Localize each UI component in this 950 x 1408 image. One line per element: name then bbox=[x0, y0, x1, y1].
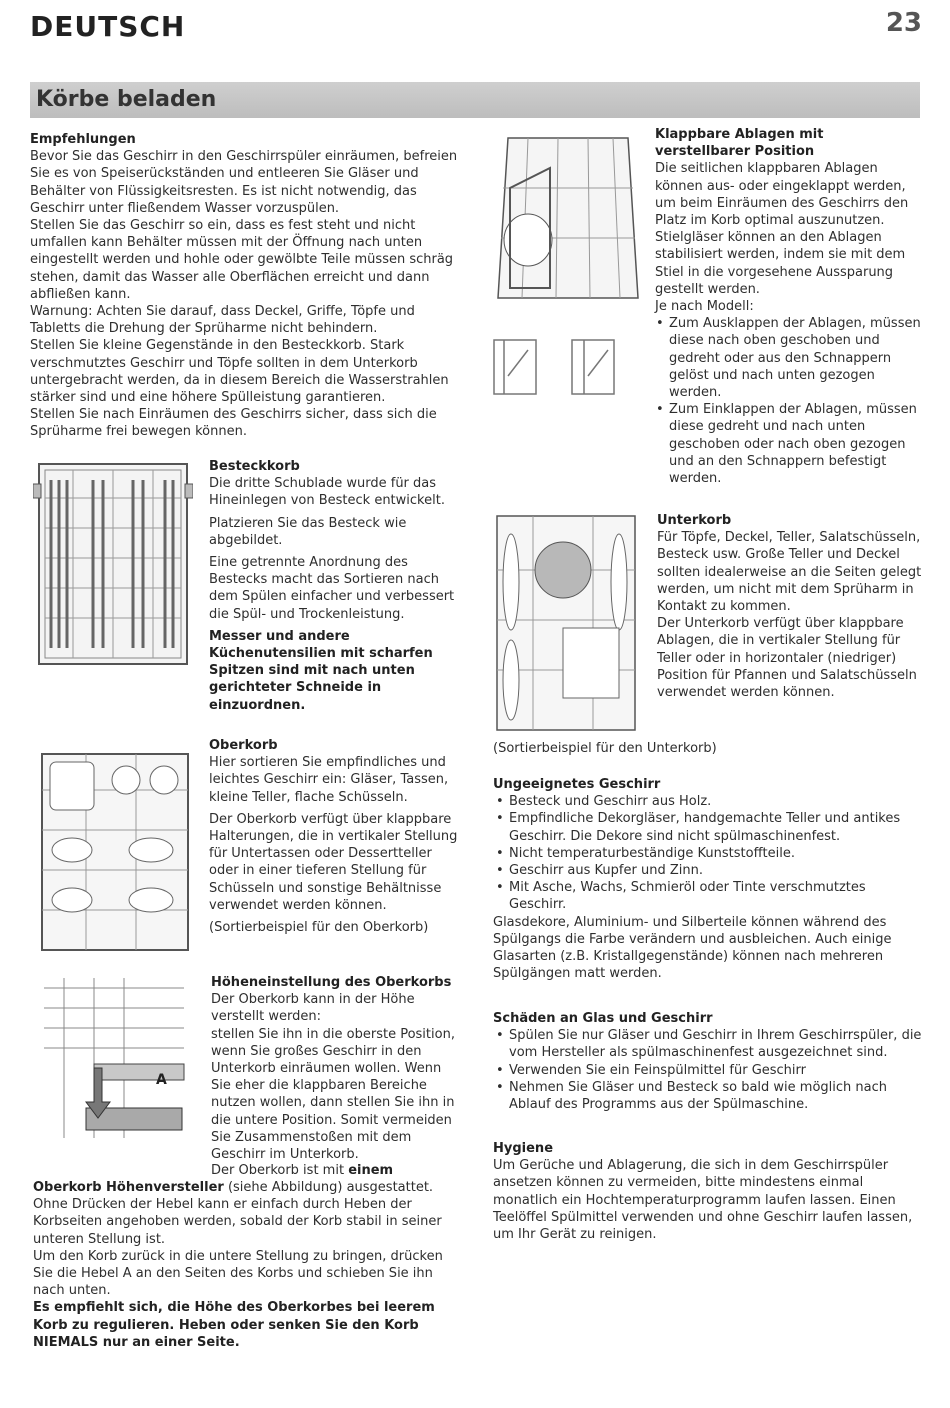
oberkorb-caption: (Sortierbeispiel für den Oberkorb) bbox=[209, 920, 429, 936]
section-title-band bbox=[30, 82, 920, 118]
ungeeignet-bullet-4: • Geschirr aus Kupfer und Zinn. bbox=[509, 862, 923, 879]
hoeheneinstellung-p1: Der Oberkorb kann in der Höhe verstellt werden: stellen Sie ihn in die oberste Position, wenn Sie großes Geschirr in den Unterkorb einräumen wollen. Wenn Sie eher die klappbaren Bereiche nutzen wollen, dann stellen Sie ihn in die untere Position. Somit vermeiden Sie Zusammenstoßen mit dem Geschirr im Unterkorb. bbox=[211, 992, 455, 1163]
ungeeignet-text: Glasdekore, Aluminium- und Silberteile können während des Spülgangs die Farbe verändern und ausbleichen. Auch einige Glasarten (z.B. Kristallgegenstände) können nach mehreren Spülgängen matt werden. bbox=[493, 914, 892, 982]
ungeeignet-bullet-3: • Nicht temperaturbeständige Kunststoffteile. bbox=[509, 845, 923, 862]
empfehlungen-title: Empfehlungen bbox=[30, 132, 136, 147]
hygiene-text: Um Gerüche und Ablagerung, die sich in dem Geschirrspüler ansetzen können zu vermeiden, bitte mindestens einmal monatlich ein Hochtemperaturprogramm laufen lassen. Einen Teelöffel Spülmittel verwenden und ohne Geschirr laufen lassen, um Ihr Gerät zu reinigen. bbox=[493, 1158, 913, 1243]
hoeheneinstellung-p2-pre: Der Oberkorb ist mit bbox=[211, 1163, 349, 1178]
ungeeignet-bullet-2: • Empfindliche Dekorgläser, handgemachte Teller und antikes Geschirr. Die Dekore sind nicht spülmaschinenfest. bbox=[509, 810, 923, 844]
klappbare-block bbox=[655, 126, 923, 487]
besteckkorb-title: Besteckkorb bbox=[209, 459, 300, 474]
hoeheneinstellung-warning: Es empfiehlt sich, die Höhe des Oberkorbes bei leerem Korb zu regulieren. Heben oder senken Sie den Korb NIEMALS nur an einer Seite. bbox=[33, 1300, 435, 1350]
height-adjuster-figure bbox=[34, 978, 192, 1150]
empfehlungen-block bbox=[30, 131, 460, 441]
besteckkorb-warning: Messer und andere Küchenutensilien mit scharfen Spitzen sind mit nach unten gerichteter Schneide in einzuordnen. bbox=[209, 628, 433, 713]
besteckkorb-p1: Die dritte Schublade wurde für das Hineinlegen von Besteck entwickelt. bbox=[209, 476, 445, 509]
hoeheneinstellung-p2-line1 bbox=[211, 1162, 463, 1179]
cutlery-basket-figure bbox=[33, 458, 193, 670]
unterkorb-block bbox=[657, 512, 925, 701]
besteckkorb-block bbox=[209, 458, 464, 714]
klappbare-p1: Die seitlichen klappbaren Ablagen können aus- oder eingeklappt werden, um beim Einräumen des Geschirrs den Platz im Korb optimal auszunutzen. Stielgläser können an den Ablagen stabilisiert werden, indem sie mit dem Stiel in die vorgesehene Aussparung gestellt werden. Je nach Modell: bbox=[655, 161, 909, 315]
ungeeignet-bullet-5: • Mit Asche, Wachs, Schmieröl oder Tinte verschmutztes Geschirr. bbox=[509, 879, 923, 913]
hoeheneinstellung-title: Höheneinstellung des Oberkorbs bbox=[211, 975, 452, 990]
unterkorb-caption-block bbox=[493, 740, 923, 757]
schaeden-list bbox=[493, 1027, 923, 1113]
hoeheneinstellung-p2-bold1: einem bbox=[348, 1163, 394, 1178]
oberkorb-block bbox=[209, 737, 464, 936]
ungeeignet-bullet-1: • Besteck und Geschirr aus Holz. bbox=[509, 793, 923, 810]
schaeden-block bbox=[493, 1010, 923, 1113]
unterkorb-title: Unterkorb bbox=[657, 513, 732, 528]
schaeden-title: Schäden an Glas und Geschirr bbox=[493, 1011, 713, 1026]
hoeheneinstellung-p2-post: (siehe Abbildung) ausgestattet. bbox=[223, 1180, 434, 1195]
unterkorb-caption: (Sortierbeispiel für den Unterkorb) bbox=[493, 741, 717, 756]
hygiene-title: Hygiene bbox=[493, 1141, 554, 1156]
ungeeignet-list bbox=[493, 793, 923, 913]
section-title: Körbe beladen bbox=[36, 87, 217, 112]
schaeden-bullet-3: • Nehmen Sie Gläser und Besteck so bald wie möglich nach Ablauf des Programms aus der Spülmaschine. bbox=[509, 1079, 923, 1113]
ungeeignet-title: Ungeeignetes Geschirr bbox=[493, 777, 661, 792]
klappbare-bullet-2: • Zum Einklappen der Ablagen, müssen diese gedreht und nach unten geschoben oder nach oben gezogen und an den Schnappern befestigt werden. bbox=[669, 401, 923, 487]
oberkorb-p2: Der Oberkorb verfügt über klappbare Halterungen, die in vertikaler Stellung für Untertassen oder Dessertteller oder in einer tieferen Stellung für Schüsseln und sonstige Behältnisse verwendet werden können. bbox=[209, 811, 458, 913]
besteckkorb-p2: Platzieren Sie das Besteck wie abgebildet. bbox=[209, 515, 407, 548]
besteckkorb-p3: Eine getrennte Anordnung des Bestecks macht das Sortieren nach dem Spülen einfacher und verbessert die Spül- und Trockenleistung. bbox=[209, 555, 455, 622]
hygiene-block bbox=[493, 1140, 925, 1243]
empfehlungen-text: Bevor Sie das Geschirr in den Geschirrspüler einräumen, befreien Sie es von Speiserückständen und entleeren Sie Gläser und Behälter von Flüssigkeitsresten. Es ist nicht notwendig, das Geschirr unter fließendem Wasser vorzuspülen. Stellen Sie das Geschirr so ein, dass es fest steht und nicht umfallen kann Behälter müssen mit der Öffnung nach unten eingestellt werden und hohle oder gewölbte Teile müssen schräg stehen, damit das Wasser alle Oberflächen erreicht und dann abfließen kann. Warnung: Achten Sie darauf, dass Deckel, Griffe, Töpfe und Tabletts die Drehung der Sprüharme nicht behindern. Stellen Sie kleine Gegenstände in den Besteckkorb. Stark verschmutztes Geschirr und Töpfe sollten in dem Unterkorb untergebracht werden, da in diesem Bereich die Wasserstrahlen stärker sind und eine höhere Spülleistung garantieren. Stellen Sie nach Einräumen des Geschirrs sicher, dass sich die Sprüharme frei bewegen können. bbox=[30, 149, 458, 440]
klappbare-bullet-1: • Zum Ausklappen der Ablagen, müssen diese nach oben geschoben und gedreht oder aus den Schnappern gelöst und nach unten gezogen werden. bbox=[669, 315, 923, 401]
hoeheneinstellung-p2-bold2: Oberkorb Höhenversteller bbox=[33, 1180, 224, 1195]
klappbare-list bbox=[655, 315, 923, 487]
lever-label: A bbox=[156, 1072, 167, 1088]
oberkorb-title: Oberkorb bbox=[209, 738, 278, 753]
schaeden-bullet-2: • Verwenden Sie ein Feinspülmittel für Geschirr bbox=[509, 1062, 923, 1079]
language-heading: DEUTSCH bbox=[30, 10, 186, 43]
upper-basket-figure bbox=[36, 740, 194, 956]
ungeeignet-block bbox=[493, 776, 923, 982]
hoeheneinstellung-p2-rest bbox=[33, 1179, 463, 1351]
hoeheneinstellung-block bbox=[211, 974, 463, 1163]
schaeden-bullet-1: • Spülen Sie nur Gläser und Geschirr in Ihrem Geschirrspüler, die vom Hersteller als spülmaschinenfest ausgezeichnet sind. bbox=[509, 1027, 923, 1061]
page-number: 23 bbox=[885, 8, 922, 38]
klappbare-title: Klappbare Ablagen mit verstellbarer Position bbox=[655, 127, 824, 160]
oberkorb-p1: Hier sortieren Sie empfindliches und leichtes Geschirr ein: Gläser, Tassen, kleine Teller, flache Schüsseln. bbox=[209, 755, 449, 805]
hoeheneinstellung-p3: Ohne Drücken der Hebel kann er einfach durch Heben der Korbseiten angehoben werden, sobald der Korb stabil in seiner unteren Stellung ist. Um den Korb zurück in die untere Stellung zu bringen, drücken Sie die Hebel A an den Seiten des Korbs und schieben Sie ihn nach unten. bbox=[33, 1197, 443, 1299]
foldable-shelves-figure bbox=[488, 128, 648, 404]
unterkorb-p1: Für Töpfe, Deckel, Teller, Salatschüsseln, Besteck usw. Große Teller und Deckel sollten idealerweise an die Seiten gelegt werden, um nicht mit dem Sprüharm in Kontakt zu kommen. Der Unterkorb verfügt über klappbare Ablagen, die in vertikaler Stellung für Teller oder in horizontaler (niedriger) Position für Pfannen und Salatschüsseln verwendet werden können. bbox=[657, 530, 922, 701]
lower-basket-figure bbox=[493, 510, 639, 736]
